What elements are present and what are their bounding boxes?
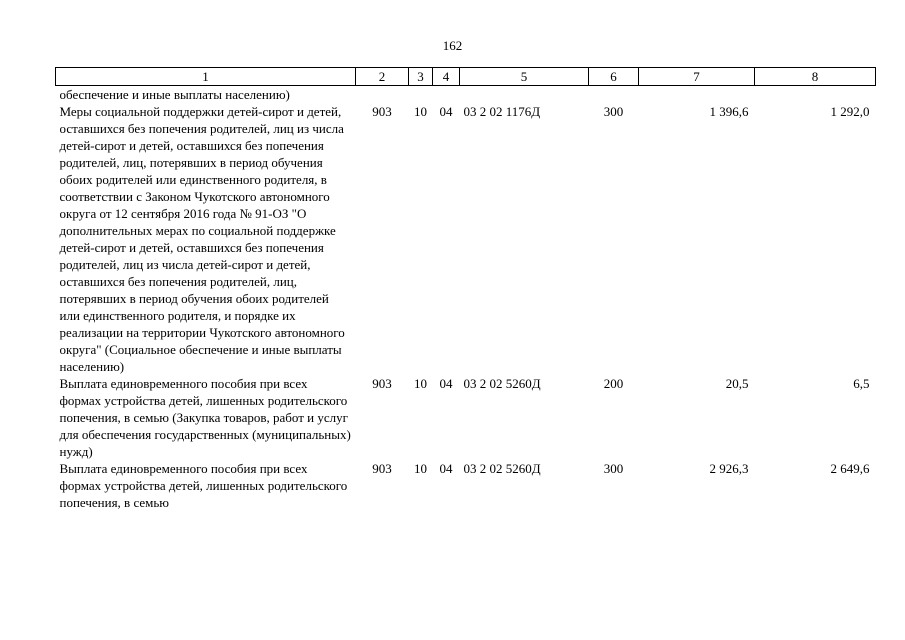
expense-type-code: 300 [603, 104, 624, 119]
row-description: Выплата единовременного пособия при всех формах устройства детей, лишенных родительского попечения, в семью [59, 461, 348, 510]
column-number-header-row [56, 68, 876, 86]
column-header: 1 [56, 68, 356, 86]
subsection-code: 04 [439, 104, 453, 119]
amount-col-7: 20,5 [725, 376, 749, 391]
row-description: Выплата единовременного пособия при всех формах устройства детей, лишенных родительского попечения, в семью (Закупка товаров, работ и услуг для обеспечения государственных (муниципальных) нужд) [59, 376, 351, 459]
target-article-code: 03 2 02 5260Д [463, 376, 541, 391]
subsection-code: 04 [439, 461, 453, 476]
table-row [56, 86, 876, 104]
column-header: 8 [755, 68, 876, 86]
row-description: Меры социальной поддержки детей-сирот и детей, оставшихся без попечения родителей, лиц из числа детей-сирот и детей, оставшихся без попечения родителей, лиц, потерявших в период обучения обоих родителей или единственного родителя, в соответствии с Законом Чукотского автономного округа от 12 сентября 2016 года № 91-ОЗ "О дополнительных мерах по социальной поддержке детей-сирот и детей, оставшихся без попечения родителей, лиц из числа детей-сирот и детей, оставшихся без попечения родителей, лиц, потерявших в период обучения обоих родителей или единственного родителя, и порядке их реализации на территории Чукотского автономного округа" (Социальное обеспечение и иные выплаты населению) [59, 104, 345, 374]
amount-col-7: 1 396,6 [709, 104, 749, 119]
ministry-code: 903 [372, 376, 392, 391]
row-description: обеспечение и иные выплаты населению) [59, 87, 290, 102]
section-code [409, 86, 433, 104]
section-code: 10 [414, 104, 427, 119]
target-article-code: 03 2 02 5260Д [463, 461, 541, 476]
page-number: 162 [442, 38, 463, 53]
amount-col-8: 2 649,6 [830, 461, 870, 476]
amount-col-8 [755, 86, 876, 104]
ministry-code: 903 [372, 104, 392, 119]
amount-col-7 [639, 86, 755, 104]
expense-type-code: 300 [603, 461, 624, 476]
section-code: 10 [414, 376, 427, 391]
table-row [56, 375, 876, 460]
column-header: 6 [589, 68, 639, 86]
amount-col-7: 2 926,3 [709, 461, 749, 476]
column-header: 7 [639, 68, 755, 86]
expense-type-code [589, 86, 639, 104]
amount-col-8: 1 292,0 [830, 104, 870, 119]
table-row [56, 103, 876, 375]
column-header: 2 [356, 68, 409, 86]
ministry-code: 903 [372, 461, 392, 476]
section-code: 10 [414, 461, 427, 476]
subsection-code [433, 86, 460, 104]
column-header: 3 [409, 68, 433, 86]
ministry-code [356, 86, 409, 104]
table-row [56, 460, 876, 511]
column-header: 5 [460, 68, 589, 86]
target-article-code [460, 86, 589, 104]
expense-type-code: 200 [603, 376, 624, 391]
subsection-code: 04 [439, 376, 453, 391]
budget-table [55, 67, 876, 511]
target-article-code: 03 2 02 1176Д [463, 104, 541, 119]
amount-col-8: 6,5 [853, 376, 870, 391]
column-header: 4 [433, 68, 460, 86]
